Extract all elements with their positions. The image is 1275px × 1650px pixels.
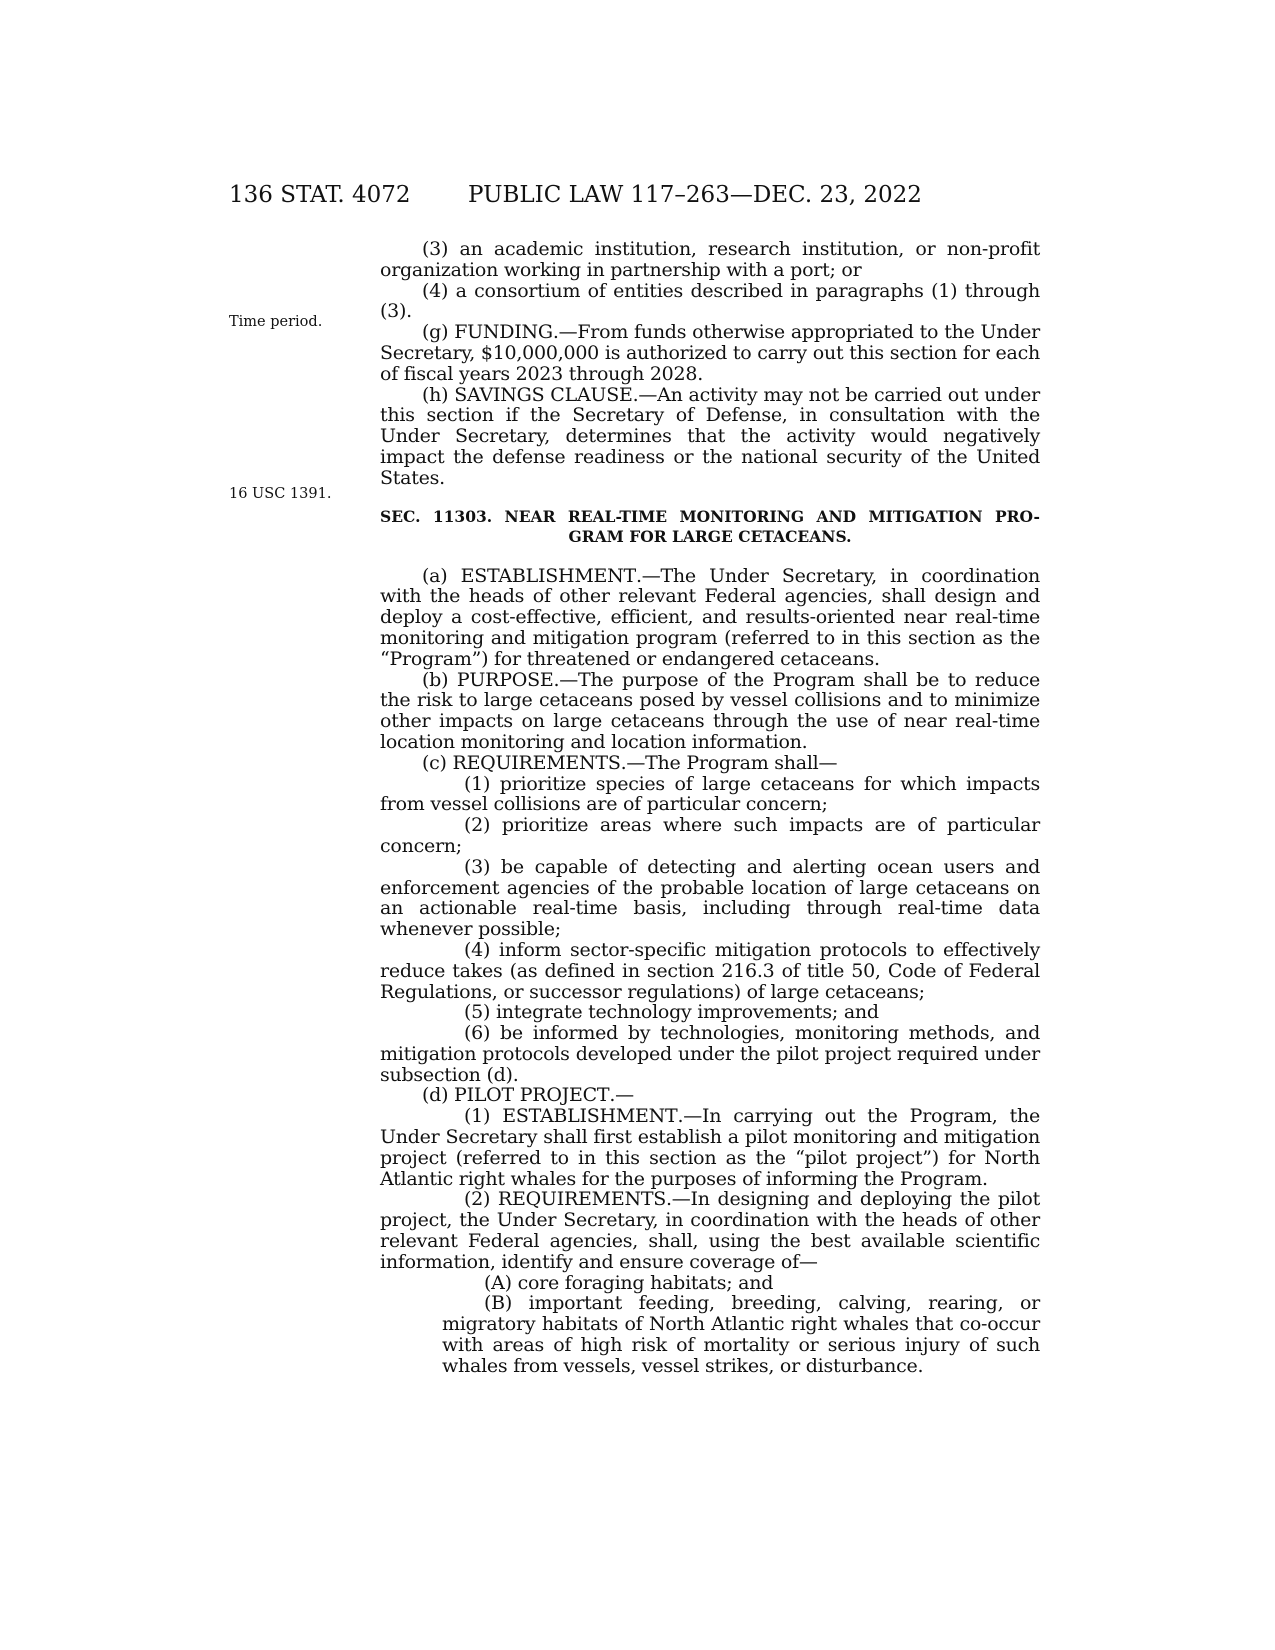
- paragraph-c1: [380, 774, 1040, 816]
- subsection-heading: EQUIREMENTS: [511, 1188, 667, 1211]
- paragraph-f3: (3) an academic institution, research institution, or non-profit organization working in partnership with a port; or: [380, 238, 1040, 281]
- paragraph-c4: (4) inform sector-specific mitigation protocols to effectively reduce takes (as defined in section 216.3 of title 50, Code of Federal Regulations, or successor regulations) of large cetaceans;: [380, 938, 1040, 1003]
- subsection-text: .—From funds otherwise appropriated to the Under Secretary, $10,000,000 is authorized to carry out this section for each of fiscal years 2023 through 2028.: [380, 321, 1041, 385]
- subsection-label: (c) R: [422, 751, 467, 774]
- section-heading: [380, 507, 1040, 547]
- subsection-label: (b) P: [422, 668, 470, 691]
- subsection-label: (2) R: [464, 1188, 512, 1211]
- subsection-label: (h) S: [422, 383, 468, 406]
- subsection-label: (a) E: [422, 564, 475, 587]
- paragraph-d: [380, 1085, 1040, 1106]
- subsection-text: .—The Program shall—: [620, 751, 838, 774]
- paragraph-d2: [380, 1189, 1040, 1272]
- paragraph-f4: (4) a consortium of entities described in paragraphs (1) through (3).: [380, 279, 1040, 323]
- paragraph-c: [380, 753, 1040, 774]
- subsection-heading: LAUSE: [564, 383, 633, 406]
- subsection-label: (d) P: [422, 1084, 467, 1107]
- paragraph-c3: (3) be capable of detecting and alerting ocean users and enforcement agencies of the probable location of large cetaceans on an actionable real-time basis, including through real-time data whenever possible;: [380, 855, 1040, 941]
- paragraph-b: [380, 670, 1040, 753]
- document-body: [380, 239, 1040, 1377]
- subsection-text: .—: [609, 1084, 634, 1107]
- subsection-text: .—The Under Secretary, in coordination with the heads of other relevant Federal agencies, shall design and deploy a cost-effective, efficient, and results-oriented near real-time monitoring and mitigation program (referred to in this section as the “Program”) for threatened or endangered cetaceans.: [380, 564, 1040, 670]
- paragraph-a: [380, 566, 1040, 670]
- page-header: [229, 181, 1275, 221]
- paragraph-d2B: (B) important feeding, breeding, calving, rearing, or migratory habitats of North Atlantic right whales that co-occur with areas of high risk of mortality or serious injury of such whales from vessels, vessel strikes, or disturbance.: [442, 1292, 1040, 1377]
- subsection-heading: ROJECT: [532, 1084, 610, 1107]
- paragraph-c6: (6) be informed by technologies, monitoring methods, and mitigation protocols developed under the pilot project required under subsection (d).: [380, 1022, 1040, 1086]
- paragraph-g: [380, 322, 1040, 384]
- subsection-heading: STABLISHMENT: [515, 1105, 678, 1128]
- margin-note-usc: 16 USC 1391.: [229, 486, 332, 502]
- paragraph-text: (1) prioritize species of large cetaceans for which impacts from vessel collisions are of particular concern;: [380, 772, 1040, 816]
- subsection-heading: UNDING: [467, 321, 553, 344]
- subsection-label: (1) E: [464, 1105, 516, 1128]
- subsection-heading: ILOT: [466, 1084, 514, 1107]
- subsection-text: .—In carrying out the Program, the Under Secretary shall first establish a pilot monitoring and mitigation project (referred to in this section as the “pilot project”) for North Atlantic right whales for the purposes of informing the Program.: [380, 1105, 1040, 1190]
- subsection-heading: P: [513, 1084, 533, 1107]
- paragraph-d1: [380, 1106, 1040, 1189]
- subsection-heading: AVINGS: [467, 383, 545, 406]
- subsection-text: .—In designing and deploying the pilot project, the Under Secretary, in coordination with the heads of other relevant Federal agencies, shall, using the best available scientific information, identify and ensure coverage of—: [380, 1188, 1040, 1273]
- subsection-text: .—An activity may not be carried out under this section if the Secretary of Defense, in consultation with the Under Secretary, determines that the activity would negatively impact the defense readiness or the national security of the United States.: [380, 383, 1040, 489]
- paragraph-c2: (2) prioritize areas where such impacts are of particular concern;: [380, 814, 1040, 857]
- section-heading-line2: GRAM FOR LARGE CETACEANS.: [568, 526, 852, 546]
- running-title: PUBLIC LAW 117–263—DEC. 23, 2022: [468, 182, 922, 208]
- paragraph-d2A: (A) core foraging habitats; and: [484, 1271, 774, 1294]
- paragraph-h: [380, 385, 1040, 489]
- subsection-heading: C: [544, 383, 565, 406]
- subsection-text: .—The purpose of the Program shall be to reduce the risk to large cetaceans posed by vessel collisions and to minimize other impacts on large cetaceans through the use of near real-time location monitoring and location information.: [380, 668, 1041, 753]
- subsection-label: (g) F: [422, 321, 468, 344]
- subsection-heading: EQUIREMENTS: [466, 751, 621, 774]
- subsection-heading: URPOSE: [469, 668, 554, 691]
- stat-page-number: 136 STAT. 4072: [229, 182, 411, 208]
- subsection-heading: STABLISHMENT: [474, 564, 636, 587]
- margin-note-time-period: Time period.: [229, 314, 323, 330]
- section-heading-line1: SEC. 11303. NEAR REAL-TIME MONITORING AND MITIGATION PRO-: [380, 506, 1040, 526]
- paragraph-c5: (5) integrate technology improvements; and: [464, 1001, 879, 1024]
